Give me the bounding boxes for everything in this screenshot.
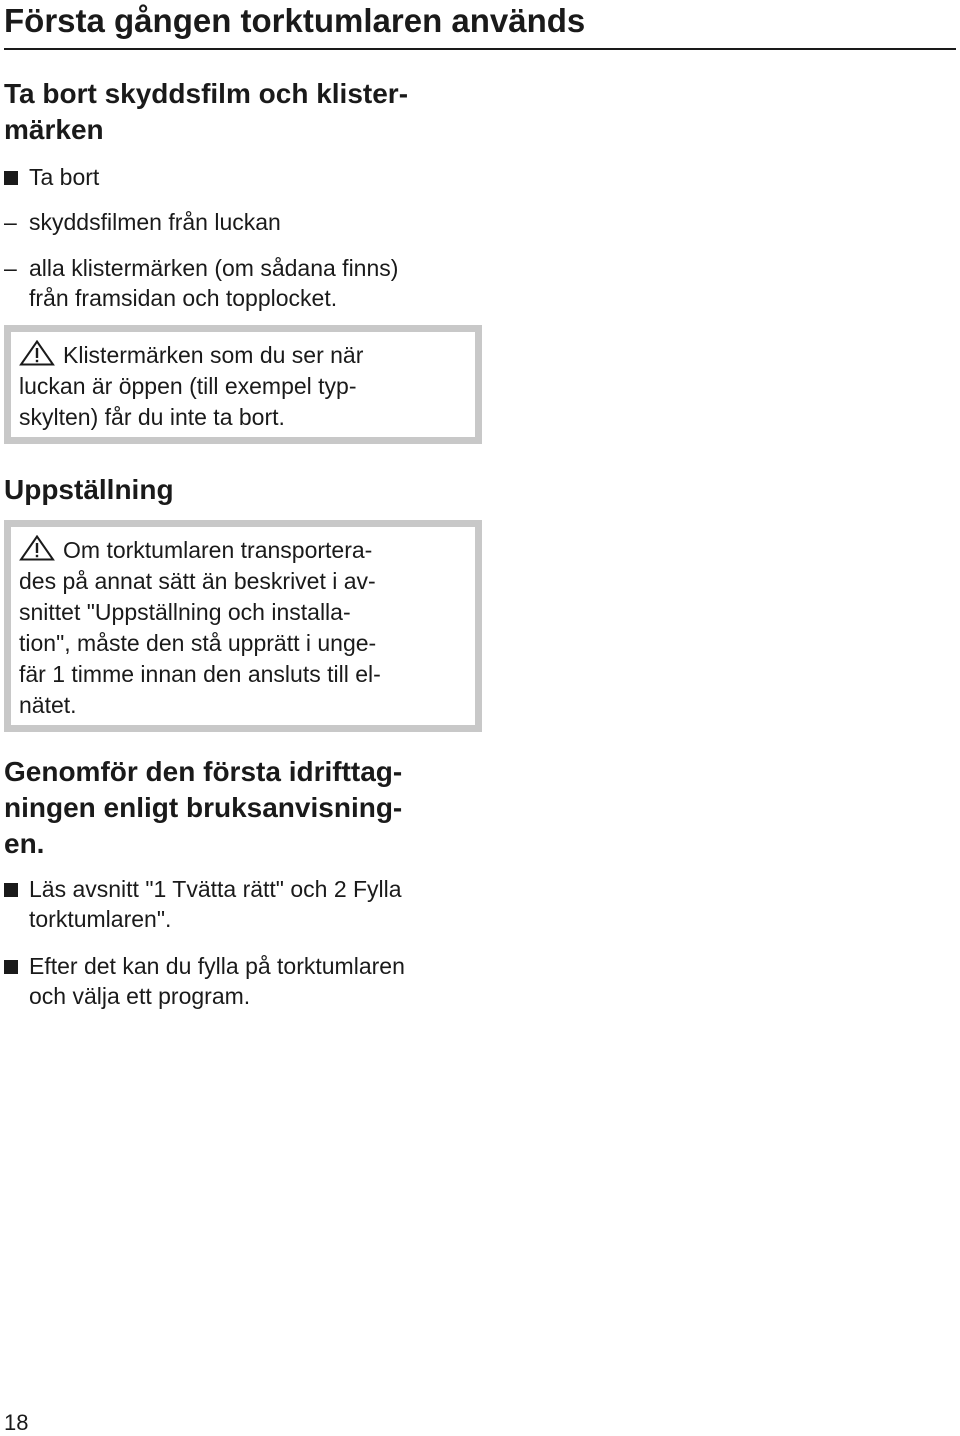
bullet-list xyxy=(4,162,474,192)
list-item-text: alla klistermärken (om sådana finns) xyxy=(29,255,399,281)
heading-line: Ta bort skyddsfilm och klister- xyxy=(4,78,409,109)
heading-line: märken xyxy=(4,114,104,145)
heading-line: en. xyxy=(4,828,45,859)
dash-bullet-icon: – xyxy=(4,209,17,235)
bullet-list xyxy=(4,951,474,1011)
heading-line: ningen enligt bruksanvisning- xyxy=(4,792,403,823)
list-item xyxy=(4,207,479,237)
section-setup xyxy=(4,472,474,508)
page-number: 18 xyxy=(4,1410,29,1435)
dash-bullet-icon: – xyxy=(4,255,17,281)
warning-line: nätet. xyxy=(19,692,77,718)
list-item-text: skyddsfilmen från luckan xyxy=(29,209,281,235)
bullet-list xyxy=(4,874,474,934)
dash-list xyxy=(4,253,474,313)
square-bullet-icon xyxy=(4,960,18,974)
square-bullet-icon xyxy=(4,883,18,897)
list-item-text: och välja ett program. xyxy=(29,983,251,1009)
warning-triangle-icon xyxy=(19,535,55,561)
warning-box xyxy=(4,520,482,732)
section-heading-setup: Uppställning xyxy=(4,474,174,505)
list-item xyxy=(4,253,479,313)
dash-list xyxy=(4,207,474,237)
heading-line: Genomför den första idrifttag- xyxy=(4,756,403,787)
list-item-text: från framsidan och topplocket. xyxy=(29,285,338,311)
warning-line: Klistermärken som du ser när xyxy=(19,340,465,371)
list-item xyxy=(4,874,479,934)
list-item xyxy=(4,162,479,192)
warning-triangle-icon xyxy=(19,340,55,366)
section-remove-film xyxy=(4,76,474,148)
warning-line: skylten) får du inte ta bort. xyxy=(19,404,285,430)
list-item xyxy=(4,951,479,1011)
section-first-use xyxy=(4,754,474,862)
section-heading-first-use xyxy=(4,754,474,862)
warning-line: tion", måste den stå upprätt i unge- xyxy=(19,630,377,656)
title-divider xyxy=(4,48,956,50)
warning-line: snittet "Uppställning och installa- xyxy=(19,599,351,625)
section-heading-remove-film xyxy=(4,76,474,148)
warning-line: luckan är öppen (till exempel typ- xyxy=(19,373,357,399)
list-item-text: Läs avsnitt "1 Tvätta rätt" och 2 Fylla xyxy=(29,876,402,902)
list-item-text: torktumlaren". xyxy=(29,906,172,932)
square-bullet-icon xyxy=(4,171,18,185)
list-item-text: Ta bort xyxy=(29,164,100,190)
warning-line: Om torktumlaren transportera- xyxy=(19,535,465,566)
list-item-text: Efter det kan du fylla på torktumlaren xyxy=(29,953,405,979)
warning-box xyxy=(4,325,482,444)
warning-line: des på annat sätt än beskrivet i av- xyxy=(19,568,376,594)
warning-line: fär 1 timme innan den ansluts till el- xyxy=(19,661,381,687)
page-title: Första gången torktumlaren används xyxy=(4,2,586,39)
